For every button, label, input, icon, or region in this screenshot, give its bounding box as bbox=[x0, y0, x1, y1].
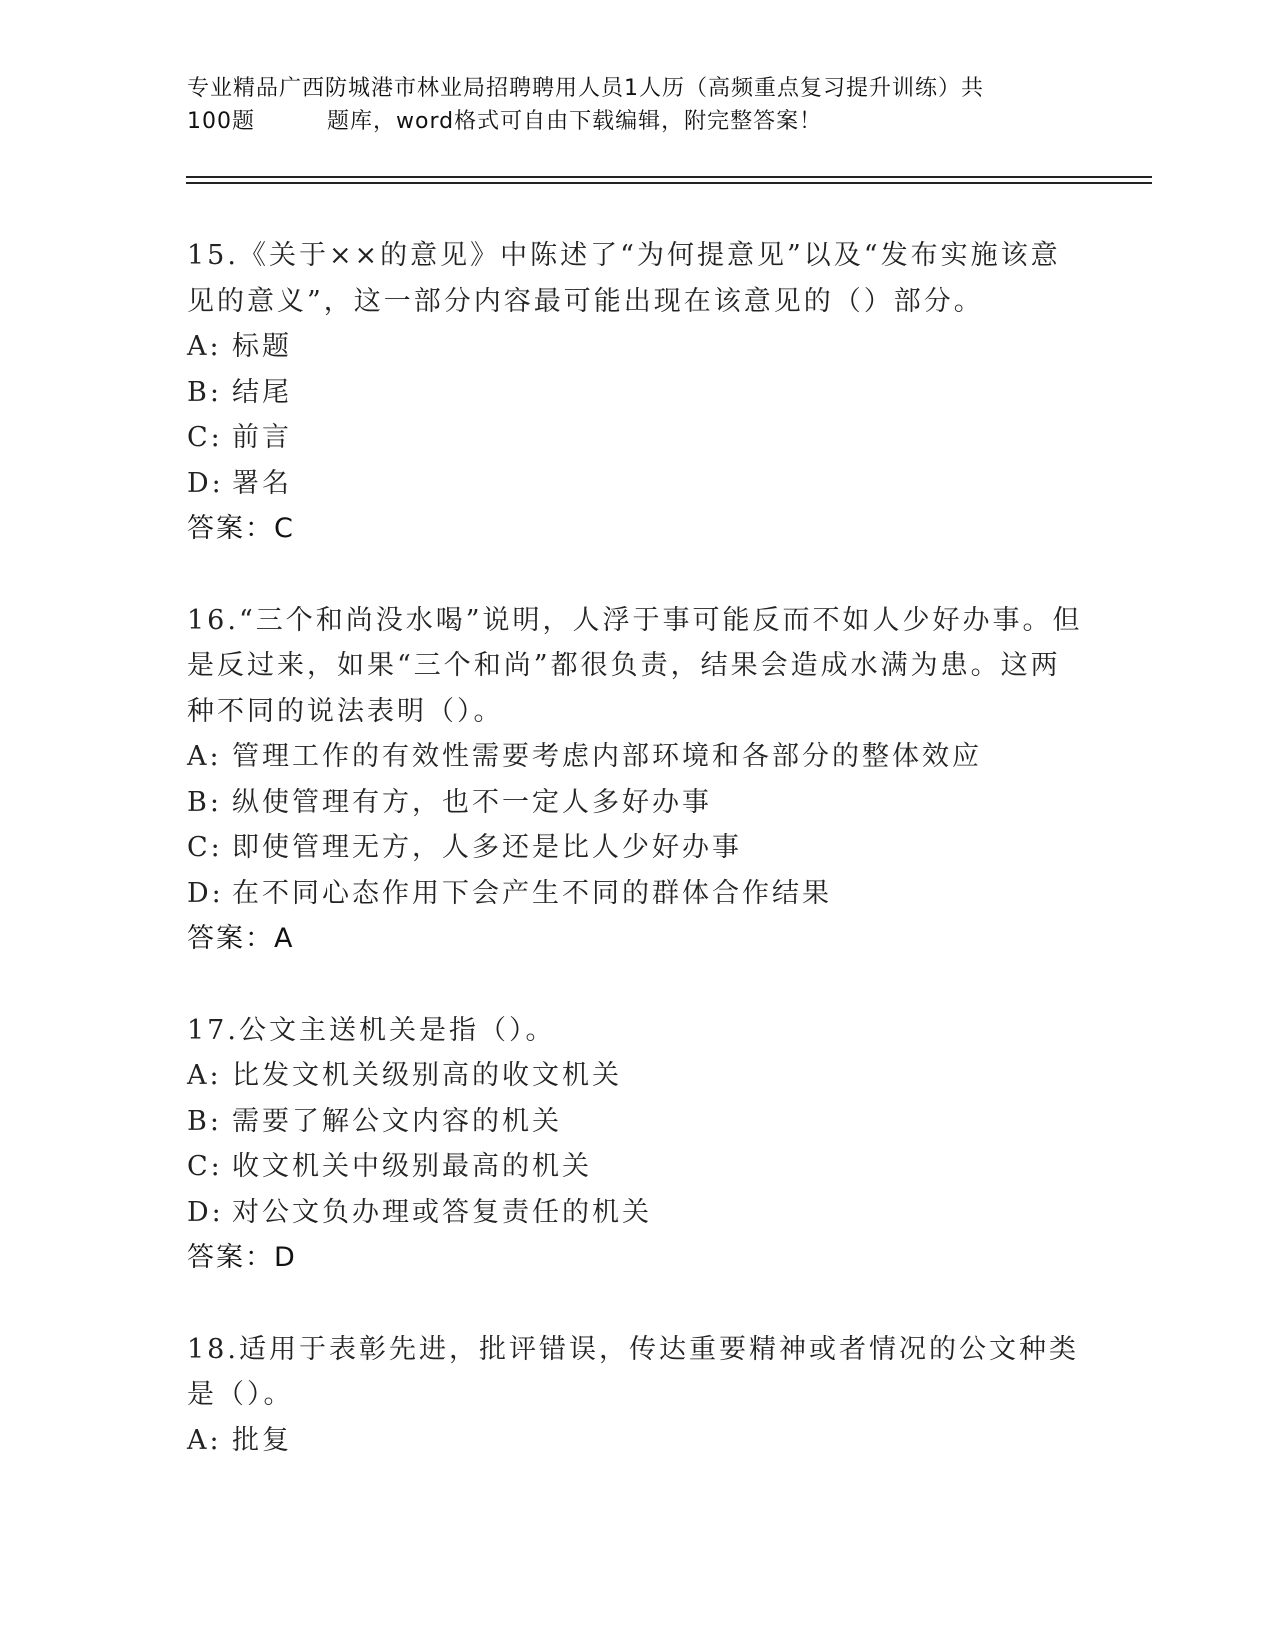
answer: 答案：A bbox=[187, 923, 295, 954]
option-letter: D: bbox=[187, 1196, 224, 1228]
option-a bbox=[187, 1418, 1087, 1464]
option-b bbox=[187, 780, 1087, 826]
question-15 bbox=[187, 233, 1087, 552]
option-letter: C: bbox=[187, 1151, 223, 1182]
option-text: 管理工作的有效性需要考虑内部环境和各部分的整体效应 bbox=[232, 741, 982, 772]
option-text: 在不同心态作用下会产生不同的群体合作结果 bbox=[232, 877, 832, 909]
option-text: 结尾 bbox=[232, 376, 292, 408]
document-header bbox=[187, 72, 1087, 138]
option-c bbox=[187, 825, 1087, 871]
header-divider-top bbox=[186, 176, 1152, 178]
option-text: 署名 bbox=[232, 467, 292, 499]
question-18 bbox=[187, 1327, 1087, 1464]
question-17 bbox=[187, 1008, 1087, 1281]
option-letter: C: bbox=[187, 832, 223, 863]
question-16 bbox=[187, 598, 1087, 962]
question-count: 100题 bbox=[187, 109, 255, 134]
question-text: 16.“三个和尚没水喝”说明，人浮于事可能反而不如人少好办事。但是反过来，如果“三个和尚”都很负责，结果会造成水满为患。这两种不同的说法表明（）。 bbox=[187, 604, 1083, 727]
option-a bbox=[187, 1053, 1087, 1099]
option-b bbox=[187, 1099, 1087, 1145]
option-text: 前言 bbox=[232, 422, 292, 453]
answer: 答案：C bbox=[187, 513, 295, 544]
option-a bbox=[187, 324, 1087, 370]
option-letter: B: bbox=[187, 376, 222, 408]
option-text: 需要了解公文内容的机关 bbox=[232, 1105, 562, 1137]
option-d bbox=[187, 1190, 1087, 1236]
option-text: 对公文负办理或答复责任的机关 bbox=[232, 1196, 652, 1228]
header-title-line-1: 专业精品广西防城港市林业局招聘聘用人员1人历（高频重点复习提升训练）共 bbox=[187, 76, 984, 101]
question-text: 17.公文主送机关是指（）。 bbox=[187, 1014, 556, 1046]
option-letter: C: bbox=[187, 422, 223, 453]
header-subtitle: 题库，word格式可自由下载编辑，附完整答案！ bbox=[327, 109, 823, 134]
option-text: 批复 bbox=[232, 1424, 292, 1456]
option-text: 标题 bbox=[232, 331, 292, 362]
option-letter: A: bbox=[187, 331, 222, 362]
option-letter: D: bbox=[187, 467, 224, 499]
header-title-line-2 bbox=[187, 105, 1087, 138]
option-text: 比发文机关级别高的收文机关 bbox=[232, 1060, 622, 1091]
header-divider-bottom bbox=[186, 182, 1152, 184]
option-letter: B: bbox=[187, 1105, 222, 1137]
option-letter: D: bbox=[187, 877, 224, 909]
answer: 答案：D bbox=[187, 1242, 297, 1273]
option-d bbox=[187, 461, 1087, 507]
option-c bbox=[187, 1144, 1087, 1190]
option-text: 收文机关中级别最高的机关 bbox=[232, 1151, 592, 1182]
option-letter: A: bbox=[187, 1424, 222, 1456]
option-text: 纵使管理有方，也不一定人多好办事 bbox=[232, 786, 712, 818]
question-text: 15.《关于××的意见》中陈述了“为何提意见”以及“发布实施该意见的意义”，这一部分内容最可能出现在该意见的（）部分。 bbox=[187, 240, 1061, 317]
option-letter: A: bbox=[187, 741, 222, 772]
option-text: 即使管理无方，人多还是比人少好办事 bbox=[232, 832, 742, 863]
option-letter: B: bbox=[187, 786, 222, 818]
option-b bbox=[187, 370, 1087, 416]
option-d bbox=[187, 871, 1087, 917]
question-text: 18.适用于表彰先进，批评错误，传达重要精神或者情况的公文种类是（）。 bbox=[187, 1333, 1079, 1410]
option-letter: A: bbox=[187, 1060, 222, 1091]
option-c bbox=[187, 415, 1087, 461]
question-list bbox=[187, 233, 1087, 1463]
option-a bbox=[187, 734, 1087, 780]
